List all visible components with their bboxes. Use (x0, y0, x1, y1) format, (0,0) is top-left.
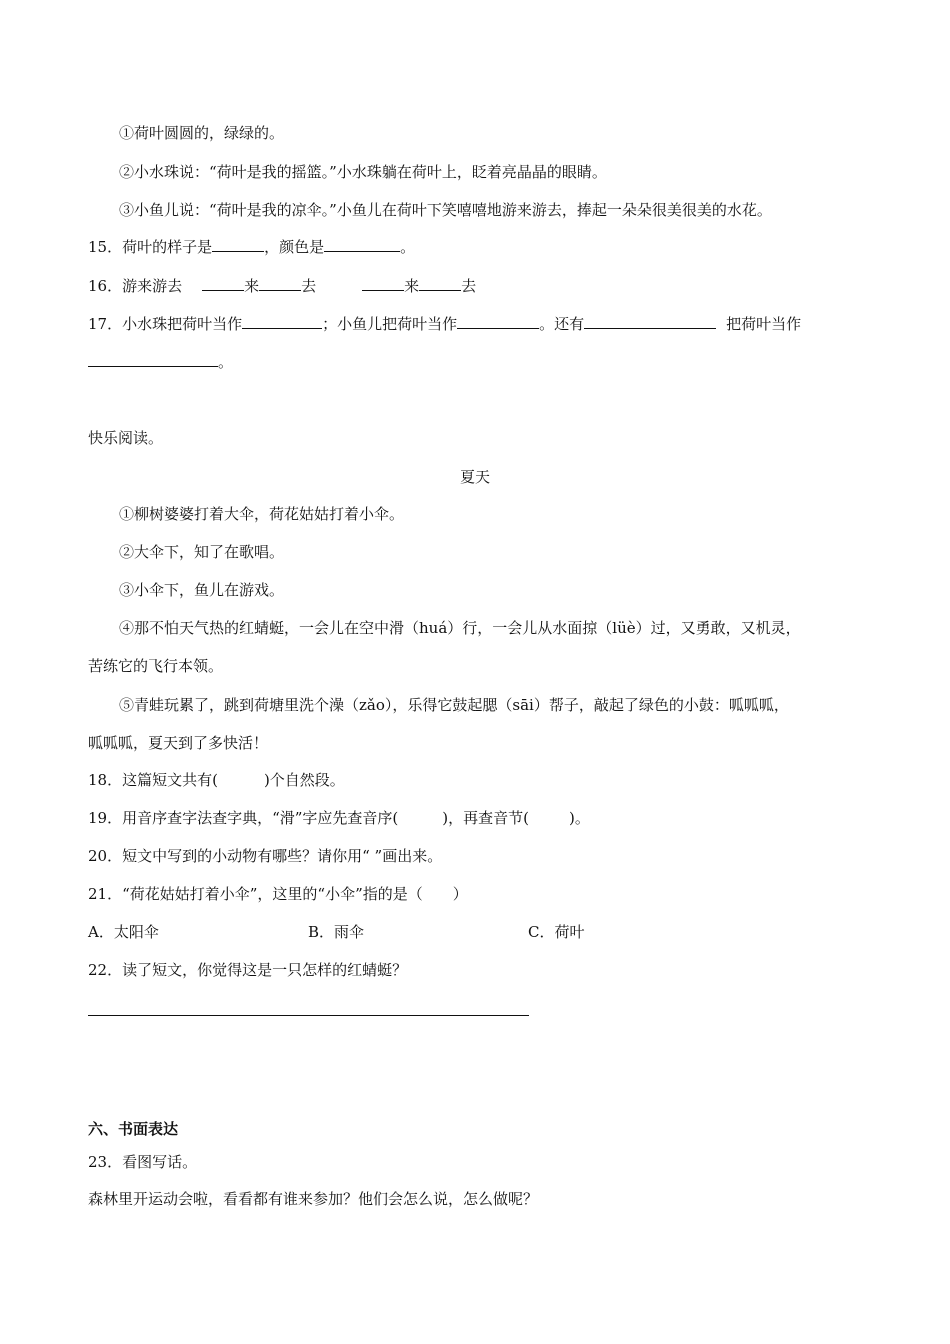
q16-text-a: 16．游来游去 (88, 277, 183, 295)
q19-text-b: )，再查音节( (442, 809, 529, 827)
question-18 (88, 770, 345, 790)
q17-text-b: ；小鱼儿把荷叶当作 (322, 315, 458, 333)
q16-blank-2[interactable] (259, 276, 301, 291)
passage2-paragraph-4-continued: 苦练它的飞行本领。 (88, 657, 224, 675)
q15-text-b: ，颜色是 (264, 238, 325, 256)
passage2-paragraph-4: ④那不怕天气热的红蜻蜓，一会儿在空中滑（huá）行，一会儿从水面掠（lüè）过，又勇敢，又机灵， (119, 619, 801, 637)
section-6-heading: 六、书面表达 (88, 1120, 179, 1138)
q18-text-a: 18．这篇短文共有( (88, 771, 218, 789)
q16-text-c: 去 (301, 277, 317, 295)
q15-blank-color[interactable] (324, 237, 400, 252)
question-17 (88, 314, 801, 334)
passage2-paragraph-5: ⑤青蛙玩累了，跳到荷塘里洗个澡（zǎo），乐得它鼓起腮（sāi）帮子，敲起了绿色的小鼓：呱呱呱， (119, 696, 789, 714)
q17-text-e: 。 (218, 353, 234, 371)
q22-answer-line[interactable] (88, 1015, 529, 1016)
passage2-paragraph-2: ②大伞下，知了在歌唱。 (119, 543, 285, 561)
q17-text-d: 把荷叶当作 (726, 315, 802, 333)
q16-blank-3[interactable] (362, 276, 404, 291)
q15-text-c: 。 (400, 238, 416, 256)
question-23-prompt: 森林里开运动会啦，看看都有谁来参加？他们会怎么说，怎么做呢？ (88, 1190, 539, 1208)
question-17-continued (88, 352, 233, 372)
q17-blank-4[interactable] (88, 352, 218, 367)
q16-blank-1[interactable] (202, 276, 244, 291)
passage2-paragraph-3: ③小伞下，鱼儿在游戏。 (119, 581, 285, 599)
question-19 (88, 808, 590, 828)
passage2-title: 夏天 (459, 468, 490, 486)
q19-text-a: 19．用音序查字法查字典，“滑”字应先查音序( (88, 809, 399, 827)
passage2-paragraph-1: ①柳树婆婆打着大伞，荷花姑姑打着小伞。 (119, 505, 405, 523)
q17-text-c: 。还有 (539, 315, 585, 333)
question-20: 20．短文中写到的小动物有哪些？请你用“ ”画出来。 (88, 847, 443, 865)
passage1-paragraph-2: ②小水珠说：“荷叶是我的摇篮。”小水珠躺在荷叶上，眨着亮晶晶的眼睛。 (119, 163, 607, 181)
passage2-paragraph-5-continued: 呱呱呱，夏天到了多快活！ (88, 734, 269, 752)
q17-blank-1[interactable] (242, 314, 322, 329)
q17-blank-2[interactable] (457, 314, 539, 329)
q16-text-b: 来 (244, 277, 260, 295)
passage1-paragraph-1: ①荷叶圆圆的，绿绿的。 (119, 124, 285, 142)
question-16 (88, 276, 476, 296)
q18-text-b: )个自然段。 (263, 771, 345, 789)
question-22: 22．读了短文，你觉得这是一只怎样的红蜻蜓？ (88, 961, 408, 979)
passage1-paragraph-3: ③小鱼儿说：“荷叶是我的凉伞。”小鱼儿在荷叶下笑嘻嘻地游来游去，捧起一朵朵很美很美的水花。 (119, 201, 772, 219)
q16-text-e: 去 (461, 277, 477, 295)
q15-blank-shape[interactable] (212, 237, 264, 252)
q17-blank-3[interactable] (584, 314, 716, 329)
section-intro: 快乐阅读。 (88, 429, 164, 447)
q17-text-a: 17．小水珠把荷叶当作 (88, 315, 243, 333)
q19-text-c: )。 (569, 809, 590, 827)
q16-blank-4[interactable] (419, 276, 461, 291)
q21-option-c[interactable]: C．荷叶 (528, 923, 585, 941)
question-23: 23．看图写话。 (88, 1153, 198, 1171)
q16-text-d: 来 (404, 277, 420, 295)
q21-option-b[interactable]: B．雨伞 (308, 923, 365, 941)
q21-option-a[interactable]: A．太阳伞 (88, 923, 159, 941)
q15-text-a: 15．荷叶的样子是 (88, 238, 213, 256)
question-21: 21．“荷花姑姑打着小伞”，这里的“小伞”指的是（ ） (88, 885, 468, 903)
question-15 (88, 237, 415, 257)
